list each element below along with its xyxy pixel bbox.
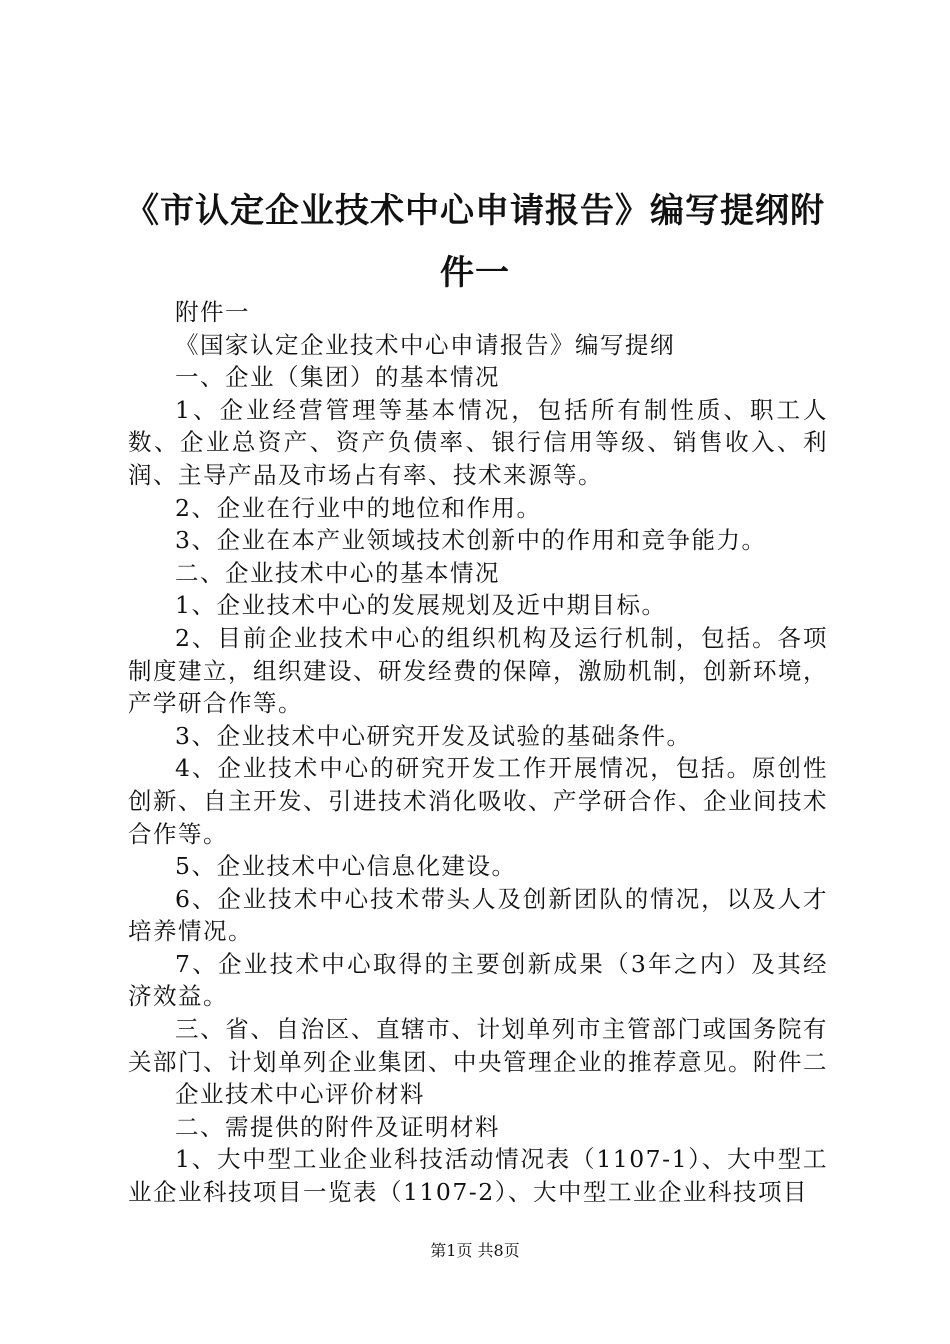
- paragraph: 2、目前企业技术中心的组织机构及运行机制，包括。各项制度建立，组织建设、研发经费的保障，激励机制，创新环境，产学研合作等。: [128, 623, 828, 718]
- paragraph: 附件一: [175, 298, 250, 326]
- paragraph: 5、企业技术中心信息化建设。: [175, 852, 517, 881]
- paragraph: 二、企业技术中心的基本情况: [175, 558, 500, 587]
- page-number-footer: 第1页 共8页: [430, 1241, 520, 1260]
- paragraph: 三、省、自治区、直辖市、计划单列市主管部门或国务院有关部门、计划单列企业集团、中央管理企业的推荐意见。附件二: [128, 1015, 828, 1076]
- paragraph: 二、需提供的附件及证明材料: [175, 1112, 500, 1141]
- paragraph: 6、企业技术中心技术带头人及创新团队的情况，以及人才培养情况。: [128, 884, 828, 946]
- document-body: [128, 296, 828, 1209]
- paragraph: 3、企业在本产业领域技术创新中的作用和竞争能力。: [175, 526, 767, 555]
- paragraph: 企业技术中心评价材料: [175, 1080, 425, 1109]
- paragraph: 2、企业在行业中的地位和作用。: [175, 493, 542, 522]
- paragraph: 1、企业经营管理等基本情况，包括所有制性质、职工人数、企业总资产、资产负债率、银行信用等级、销售收入、利润、主导产品及市场占有率、技术来源等。: [128, 395, 828, 489]
- paragraph: 7、企业技术中心取得的主要创新成果（3年之内）及其经济效益。: [128, 949, 828, 1011]
- paragraph: 3、企业技术中心研究开发及试验的基础条件。: [175, 721, 692, 750]
- paragraph: 一、企业（集团）的基本情况: [175, 363, 500, 392]
- paragraph: 1、企业技术中心的发展规划及近中期目标。: [175, 591, 667, 620]
- paragraph: 4、企业技术中心的研究开发工作开展情况，包括。原创性创新、自主开发、引进技术消化吸收、产学研合作、企业间技术合作等。: [128, 754, 828, 848]
- paragraph: 《国家认定企业技术中心申请报告》编写提纲: [175, 330, 675, 359]
- document-title: 《市认定企业技术中心申请报告》编写提纲附件一: [125, 191, 825, 293]
- paragraph: 1、大中型工业企业科技活动情况表（1107-1）、大中型工业企业科技项目一览表（1107-2）、大中型工业企业科技项目: [128, 1145, 828, 1207]
